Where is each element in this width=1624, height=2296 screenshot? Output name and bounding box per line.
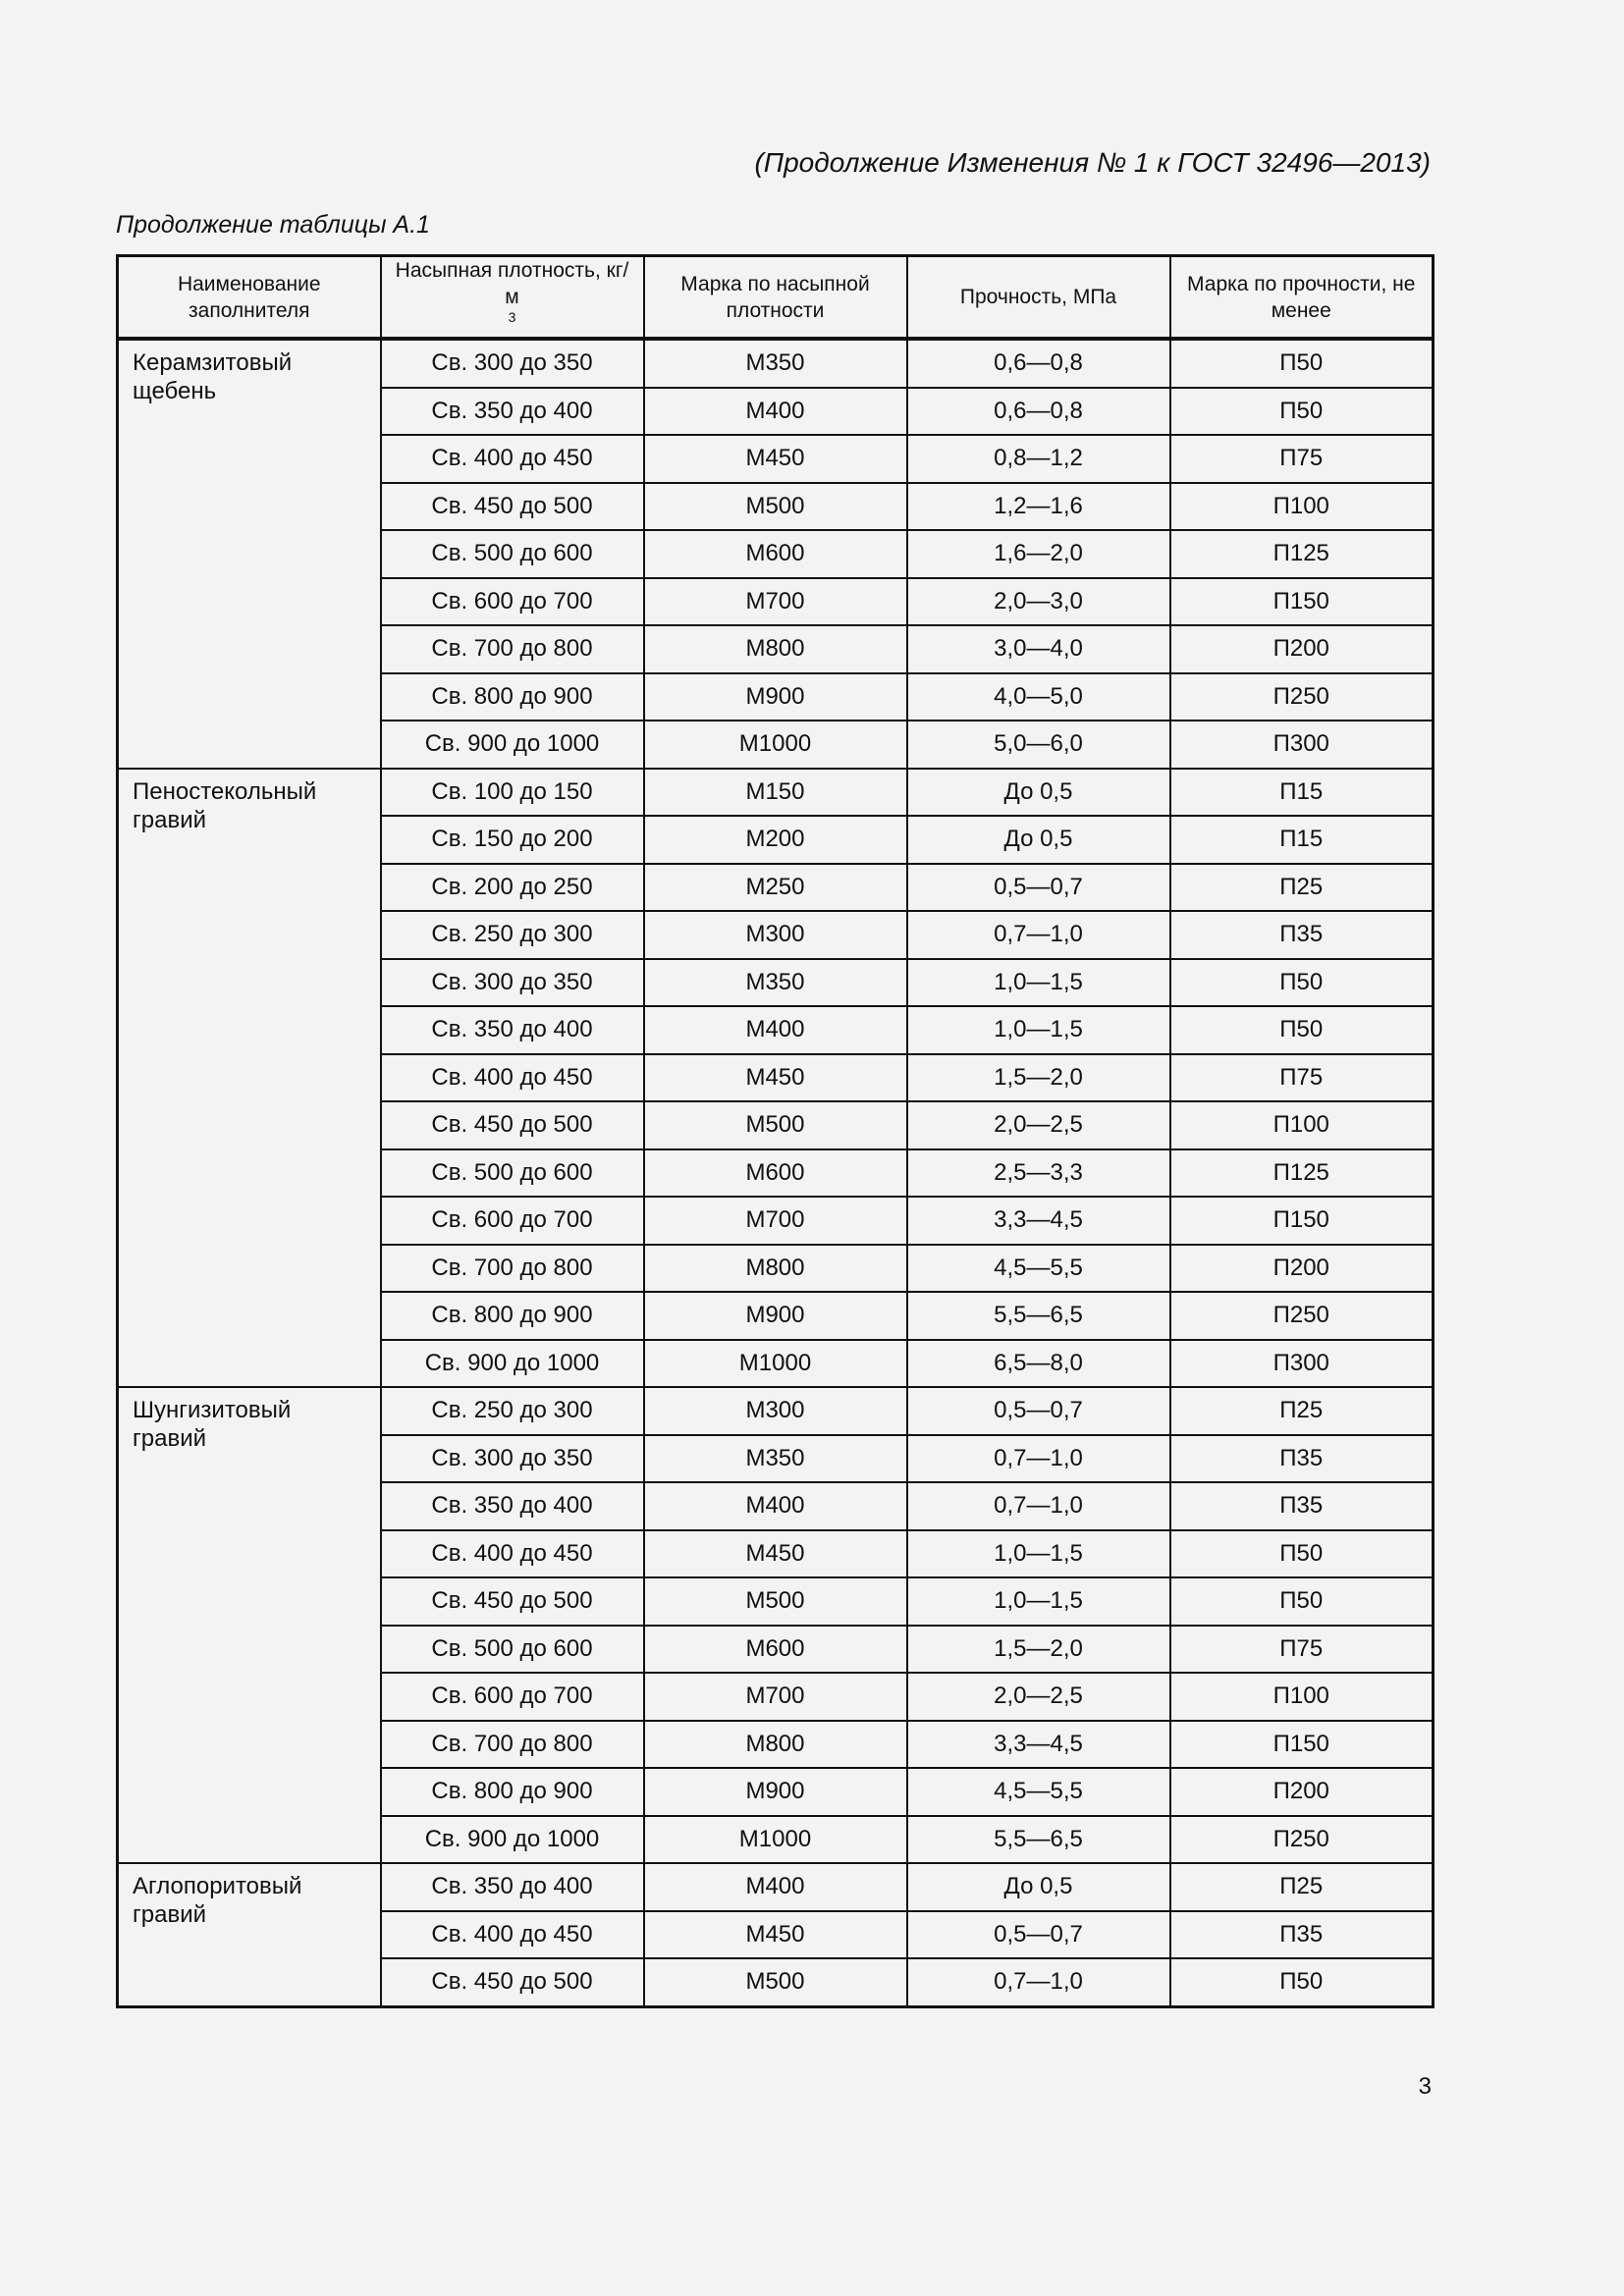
density-grade-cell: М400 bbox=[644, 1863, 907, 1911]
header-density-grade-text: Марка по насыпной плотности bbox=[680, 272, 870, 322]
density-grade-cell: М300 bbox=[644, 911, 907, 959]
aggregate-name-cell: Шунгизитовый гравий bbox=[118, 1387, 381, 1863]
strength-grade-cell: П15 bbox=[1170, 769, 1434, 817]
bulk-density-cell: Св. 500 до 600 bbox=[381, 530, 644, 578]
strength-grade-cell: П250 bbox=[1170, 1816, 1434, 1864]
strength-cell: 0,5—0,7 bbox=[907, 864, 1170, 912]
bulk-density-cell: Св. 400 до 450 bbox=[381, 1054, 644, 1102]
bulk-density-cell: Св. 600 до 700 bbox=[381, 1197, 644, 1245]
density-grade-cell: М700 bbox=[644, 1673, 907, 1721]
density-grade-cell: М600 bbox=[644, 1149, 907, 1198]
aggregate-grades-table bbox=[116, 254, 1435, 2008]
bulk-density-cell: Св. 350 до 400 bbox=[381, 1006, 644, 1054]
strength-grade-cell: П25 bbox=[1170, 864, 1434, 912]
header-strength-grade bbox=[1170, 256, 1434, 340]
bulk-density-cell: Св. 700 до 800 bbox=[381, 1721, 644, 1769]
density-grade-cell: М900 bbox=[644, 1292, 907, 1340]
strength-cell: 0,7—1,0 bbox=[907, 911, 1170, 959]
strength-grade-cell: П75 bbox=[1170, 1626, 1434, 1674]
strength-cell: 4,5—5,5 bbox=[907, 1245, 1170, 1293]
density-grade-cell: М800 bbox=[644, 625, 907, 673]
bulk-density-cell: Св. 600 до 700 bbox=[381, 1673, 644, 1721]
bulk-density-cell: Св. 400 до 450 bbox=[381, 435, 644, 483]
strength-cell: 1,2—1,6 bbox=[907, 483, 1170, 531]
bulk-density-cell: Св. 300 до 350 bbox=[381, 339, 644, 388]
strength-cell: До 0,5 bbox=[907, 1863, 1170, 1911]
strength-cell: 2,0—3,0 bbox=[907, 578, 1170, 626]
strength-grade-cell: П50 bbox=[1170, 1577, 1434, 1626]
strength-cell: 4,5—5,5 bbox=[907, 1768, 1170, 1816]
strength-grade-cell: П200 bbox=[1170, 625, 1434, 673]
strength-grade-cell: П100 bbox=[1170, 1101, 1434, 1149]
strength-grade-cell: П150 bbox=[1170, 1197, 1434, 1245]
strength-cell: 5,5—6,5 bbox=[907, 1292, 1170, 1340]
bulk-density-cell: Св. 350 до 400 bbox=[381, 388, 644, 436]
strength-cell: 2,0—2,5 bbox=[907, 1101, 1170, 1149]
strength-grade-cell: П75 bbox=[1170, 435, 1434, 483]
bulk-density-cell: Св. 700 до 800 bbox=[381, 625, 644, 673]
strength-grade-cell: П200 bbox=[1170, 1768, 1434, 1816]
strength-cell: До 0,5 bbox=[907, 769, 1170, 817]
strength-grade-cell: П15 bbox=[1170, 816, 1434, 864]
density-grade-cell: М350 bbox=[644, 959, 907, 1007]
strength-cell: 6,5—8,0 bbox=[907, 1340, 1170, 1388]
density-grade-cell: М450 bbox=[644, 435, 907, 483]
density-grade-cell: М200 bbox=[644, 816, 907, 864]
strength-grade-cell: П75 bbox=[1170, 1054, 1434, 1102]
density-grade-cell: М500 bbox=[644, 1101, 907, 1149]
strength-cell: 0,7—1,0 bbox=[907, 1958, 1170, 2006]
bulk-density-cell: Св. 600 до 700 bbox=[381, 578, 644, 626]
strength-grade-cell: П50 bbox=[1170, 339, 1434, 388]
density-grade-cell: М1000 bbox=[644, 1816, 907, 1864]
table-row bbox=[118, 769, 1434, 817]
header-bulk-density-unit-exponent: 3 bbox=[508, 309, 516, 325]
strength-grade-cell: П150 bbox=[1170, 1721, 1434, 1769]
strength-cell: 2,0—2,5 bbox=[907, 1673, 1170, 1721]
density-grade-cell: М150 bbox=[644, 769, 907, 817]
strength-cell: 1,0—1,5 bbox=[907, 959, 1170, 1007]
density-grade-cell: М450 bbox=[644, 1054, 907, 1102]
strength-grade-cell: П250 bbox=[1170, 1292, 1434, 1340]
strength-cell: 1,6—2,0 bbox=[907, 530, 1170, 578]
bulk-density-cell: Св. 300 до 350 bbox=[381, 959, 644, 1007]
strength-cell: 5,0—6,0 bbox=[907, 721, 1170, 769]
table-row bbox=[118, 339, 1434, 388]
density-grade-cell: М350 bbox=[644, 1435, 907, 1483]
bulk-density-cell: Св. 250 до 300 bbox=[381, 1387, 644, 1435]
strength-grade-cell: П25 bbox=[1170, 1863, 1434, 1911]
density-grade-cell: М700 bbox=[644, 578, 907, 626]
bulk-density-cell: Св. 700 до 800 bbox=[381, 1245, 644, 1293]
strength-cell: 1,0—1,5 bbox=[907, 1006, 1170, 1054]
bulk-density-cell: Св. 450 до 500 bbox=[381, 1101, 644, 1149]
strength-grade-cell: П50 bbox=[1170, 388, 1434, 436]
bulk-density-cell: Св. 500 до 600 bbox=[381, 1626, 644, 1674]
density-grade-cell: М800 bbox=[644, 1245, 907, 1293]
strength-cell: 1,0—1,5 bbox=[907, 1530, 1170, 1578]
header-density-grade bbox=[644, 256, 907, 340]
header-aggregate-name-text: Наименование заполнителя bbox=[177, 272, 321, 322]
density-grade-cell: М450 bbox=[644, 1911, 907, 1959]
table-header-row bbox=[118, 256, 1434, 340]
density-grade-cell: М250 bbox=[644, 864, 907, 912]
strength-grade-cell: П300 bbox=[1170, 721, 1434, 769]
header-bulk-density-label: Насыпная плотность, кг/м bbox=[395, 259, 629, 308]
bulk-density-cell: Св. 150 до 200 bbox=[381, 816, 644, 864]
density-grade-cell: М500 bbox=[644, 1577, 907, 1626]
bulk-density-cell: Св. 900 до 1000 bbox=[381, 1816, 644, 1864]
strength-cell: 0,6—0,8 bbox=[907, 339, 1170, 388]
aggregate-name-cell: Керамзитовый щебень bbox=[118, 339, 381, 769]
density-grade-cell: М350 bbox=[644, 339, 907, 388]
density-grade-cell: М400 bbox=[644, 1482, 907, 1530]
strength-grade-cell: П100 bbox=[1170, 1673, 1434, 1721]
bulk-density-cell: Св. 800 до 900 bbox=[381, 1768, 644, 1816]
header-aggregate-name bbox=[118, 256, 381, 340]
bulk-density-cell: Св. 300 до 350 bbox=[381, 1435, 644, 1483]
strength-grade-cell: П35 bbox=[1170, 911, 1434, 959]
bulk-density-cell: Св. 400 до 450 bbox=[381, 1530, 644, 1578]
bulk-density-cell: Св. 450 до 500 bbox=[381, 483, 644, 531]
strength-cell: 0,7—1,0 bbox=[907, 1482, 1170, 1530]
strength-grade-cell: П35 bbox=[1170, 1911, 1434, 1959]
strength-grade-cell: П50 bbox=[1170, 959, 1434, 1007]
strength-grade-cell: П35 bbox=[1170, 1435, 1434, 1483]
density-grade-cell: М800 bbox=[644, 1721, 907, 1769]
strength-cell: 2,5—3,3 bbox=[907, 1149, 1170, 1198]
bulk-density-cell: Св. 350 до 400 bbox=[381, 1482, 644, 1530]
strength-grade-cell: П25 bbox=[1170, 1387, 1434, 1435]
strength-cell: 4,0—5,0 bbox=[907, 673, 1170, 721]
strength-cell: 3,0—4,0 bbox=[907, 625, 1170, 673]
strength-grade-cell: П250 bbox=[1170, 673, 1434, 721]
density-grade-cell: М600 bbox=[644, 1626, 907, 1674]
bulk-density-cell: Св. 200 до 250 bbox=[381, 864, 644, 912]
density-grade-cell: М500 bbox=[644, 1958, 907, 2006]
strength-cell: 3,3—4,5 bbox=[907, 1197, 1170, 1245]
density-grade-cell: М400 bbox=[644, 388, 907, 436]
strength-cell: До 0,5 bbox=[907, 816, 1170, 864]
density-grade-cell: М700 bbox=[644, 1197, 907, 1245]
density-grade-cell: М500 bbox=[644, 483, 907, 531]
header-strength-grade-text: Марка по прочности, не менее bbox=[1187, 272, 1416, 322]
strength-cell: 0,7—1,0 bbox=[907, 1435, 1170, 1483]
header-bulk-density bbox=[381, 256, 644, 340]
strength-cell: 3,3—4,5 bbox=[907, 1721, 1170, 1769]
bulk-density-cell: Св. 450 до 500 bbox=[381, 1958, 644, 2006]
strength-cell: 5,5—6,5 bbox=[907, 1816, 1170, 1864]
header-strength-text: Прочность, МПа bbox=[959, 286, 1117, 308]
header-bulk-density-text bbox=[390, 257, 635, 337]
density-grade-cell: М900 bbox=[644, 1768, 907, 1816]
bulk-density-cell: Св. 400 до 450 bbox=[381, 1911, 644, 1959]
density-grade-cell: М1000 bbox=[644, 721, 907, 769]
density-grade-cell: М300 bbox=[644, 1387, 907, 1435]
page-number: 3 bbox=[1418, 2073, 1432, 2100]
bulk-density-cell: Св. 250 до 300 bbox=[381, 911, 644, 959]
table-body bbox=[118, 339, 1434, 2006]
strength-cell: 1,5—2,0 bbox=[907, 1626, 1170, 1674]
header-strength bbox=[907, 256, 1170, 340]
bulk-density-cell: Св. 350 до 400 bbox=[381, 1863, 644, 1911]
strength-grade-cell: П100 bbox=[1170, 483, 1434, 531]
bulk-density-cell: Св. 100 до 150 bbox=[381, 769, 644, 817]
strength-grade-cell: П50 bbox=[1170, 1958, 1434, 2006]
strength-grade-cell: П125 bbox=[1170, 530, 1434, 578]
strength-grade-cell: П35 bbox=[1170, 1482, 1434, 1530]
table-caption: Продолжение таблицы А.1 bbox=[116, 211, 430, 239]
strength-grade-cell: П125 bbox=[1170, 1149, 1434, 1198]
strength-cell: 0,6—0,8 bbox=[907, 388, 1170, 436]
strength-grade-cell: П300 bbox=[1170, 1340, 1434, 1388]
strength-cell: 0,5—0,7 bbox=[907, 1387, 1170, 1435]
strength-grade-cell: П200 bbox=[1170, 1245, 1434, 1293]
strength-cell: 0,8—1,2 bbox=[907, 435, 1170, 483]
aggregate-name-cell: Пеностекольный гравий bbox=[118, 769, 381, 1388]
density-grade-cell: М600 bbox=[644, 530, 907, 578]
strength-cell: 1,0—1,5 bbox=[907, 1577, 1170, 1626]
bulk-density-cell: Св. 800 до 900 bbox=[381, 673, 644, 721]
strength-cell: 0,5—0,7 bbox=[907, 1911, 1170, 1959]
density-grade-cell: М1000 bbox=[644, 1340, 907, 1388]
bulk-density-cell: Св. 450 до 500 bbox=[381, 1577, 644, 1626]
bulk-density-cell: Св. 900 до 1000 bbox=[381, 1340, 644, 1388]
strength-grade-cell: П50 bbox=[1170, 1530, 1434, 1578]
strength-cell: 1,5—2,0 bbox=[907, 1054, 1170, 1102]
bulk-density-cell: Св. 500 до 600 bbox=[381, 1149, 644, 1198]
density-grade-cell: М400 bbox=[644, 1006, 907, 1054]
running-header: (Продолжение Изменения № 1 к ГОСТ 32496—2013) bbox=[754, 147, 1431, 178]
density-grade-cell: М450 bbox=[644, 1530, 907, 1578]
strength-grade-cell: П150 bbox=[1170, 578, 1434, 626]
table-row bbox=[118, 1387, 1434, 1435]
table-row bbox=[118, 1863, 1434, 1911]
aggregate-name-cell: Аглопоритовый гравий bbox=[118, 1863, 381, 2006]
density-grade-cell: М900 bbox=[644, 673, 907, 721]
bulk-density-cell: Св. 900 до 1000 bbox=[381, 721, 644, 769]
strength-grade-cell: П50 bbox=[1170, 1006, 1434, 1054]
bulk-density-cell: Св. 800 до 900 bbox=[381, 1292, 644, 1340]
